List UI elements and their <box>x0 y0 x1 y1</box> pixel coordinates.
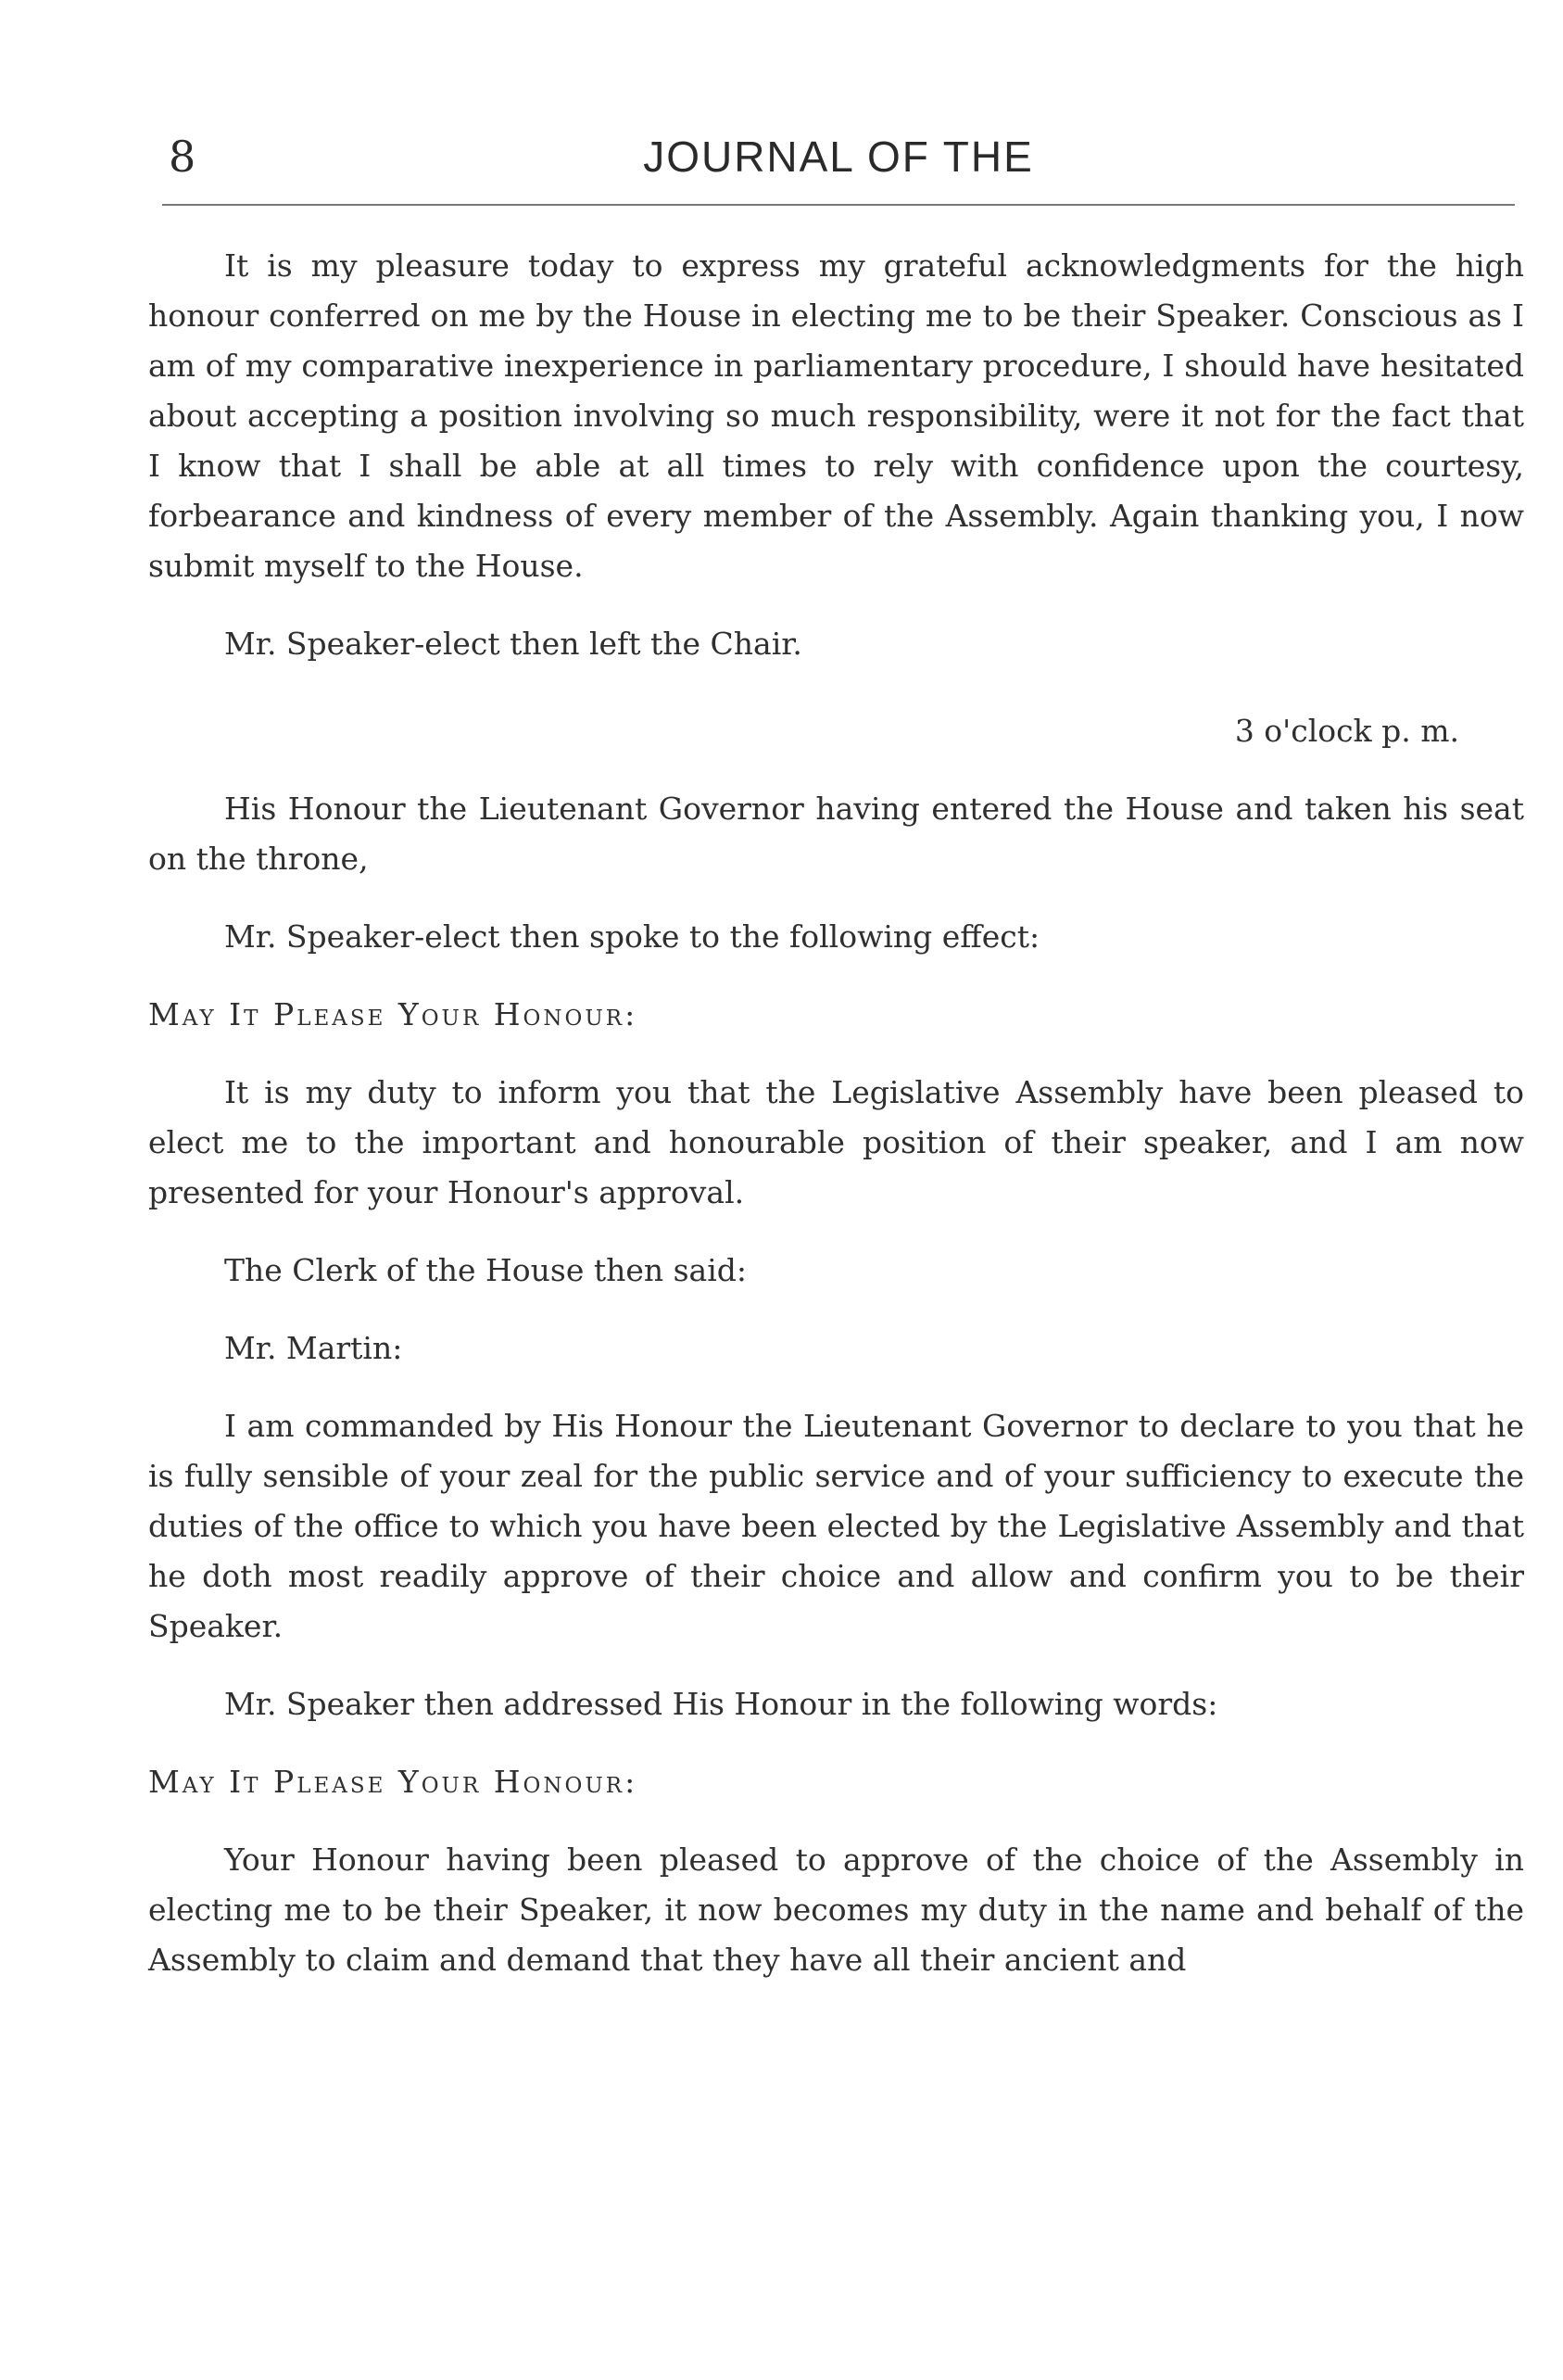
journal-body <box>148 241 1524 1985</box>
running-head: JOURNAL OF THE <box>643 133 1034 181</box>
salutation: May It Please Your Honour: <box>148 996 638 1032</box>
speech-paragraph: I am commanded by His Honour the Lieutenant Governor to declare to you that he is fully sensible of your zeal for the public service and of your sufficiency to execute the duties of the office to which you have been elected by the Legislative Assembly and that he doth most readily approve of their choice and allow and confirm you to be their Speaker. <box>148 1408 1524 1644</box>
narration-paragraph: Mr. Speaker then addressed His Honour in the following words: <box>224 1686 1218 1722</box>
narration-paragraph: His Honour the Lieutenant Governor having entered the House and taken his seat on the throne, <box>148 791 1524 877</box>
page-header <box>148 132 1529 206</box>
speech-paragraph: It is my pleasure today to express my grateful acknowledgments for the high honour conferred on me by the House in electing me to be their Speaker. Conscious as I am of my comparative inexperience in parliamentary procedure, I should have hesitated about accepting a position involving so much responsibility, were it not for the fact that I know that I shall be able at all times to rely with confidence upon the courtesy, forbearance and kindness of every member of the Assembly. Again thanking you, I now submit myself to the House. <box>148 247 1524 584</box>
speech-paragraph: Your Honour having been pleased to approve of the choice of the Assembly in electing me to be their Speaker, it now becomes my duty in the name and behalf of the Assembly to claim and demand that they have all their ancient and <box>148 1842 1524 1978</box>
speech-paragraph: It is my duty to inform you that the Legislative Assembly have been pleased to elect me to the important and honourable position of their speaker, and I am now presented for your Honour's approval. <box>148 1074 1524 1210</box>
addressee: Mr. Martin: <box>224 1330 403 1366</box>
narration-paragraph: Mr. Speaker-elect then left the Chair. <box>224 626 802 662</box>
narration-paragraph: The Clerk of the House then said: <box>224 1252 748 1288</box>
time-stamp: 3 o'clock p. m. <box>1234 713 1459 749</box>
salutation: May It Please Your Honour: <box>148 1764 638 1800</box>
header-rule <box>162 204 1515 206</box>
page-number: 8 <box>169 132 196 182</box>
narration-paragraph: Mr. Speaker-elect then spoke to the following effect: <box>224 918 1040 955</box>
